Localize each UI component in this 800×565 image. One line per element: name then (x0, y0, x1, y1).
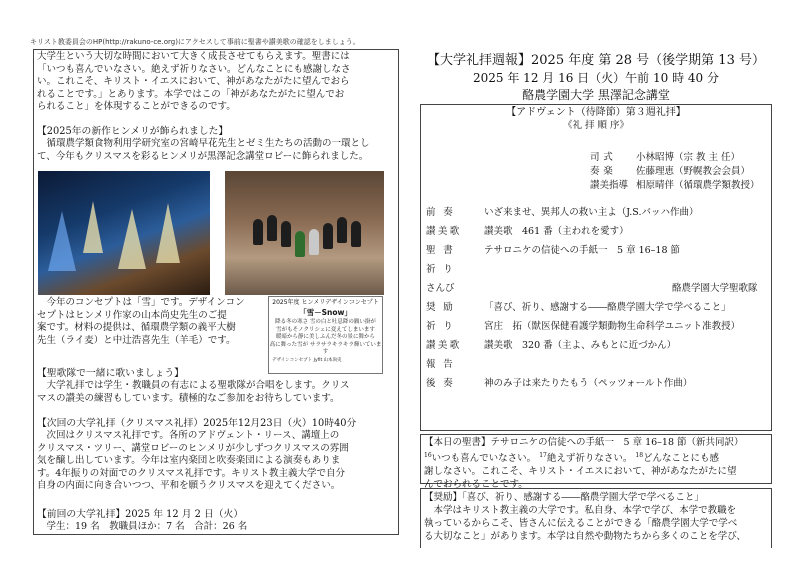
staff-role: 司式 (590, 152, 617, 163)
concept-line: 先生（ライ麦）と中辻浩喜先生（羊毛）です。 (37, 334, 236, 346)
staff-name: 相原晴伴（循環農学類教授） (636, 180, 760, 191)
himmeli-lobby-photo (38, 171, 210, 295)
previous-service-heading: 【前回の大学礼拝】2025 年 12 月 2 日（火） (37, 509, 244, 520)
order-item (426, 226, 629, 238)
order-item (426, 302, 731, 314)
scripture-line: んでおられることです。 (424, 479, 528, 491)
intro-line: れることです。」とあります。本学ではこの「神があなたがたに望んでお (37, 88, 345, 100)
previous-service-section (37, 508, 395, 534)
next-service-line: す。4年振りの対面でのクリスマス礼拝です。キリスト教主義大学で自分 (37, 467, 345, 479)
staff-row (590, 166, 750, 178)
concept-line: 今年のコンセプトは「雪」です。デザインコン (46, 297, 245, 308)
order-label: 祈 り (426, 264, 456, 275)
choir-section (37, 367, 267, 380)
sermon-line: る大切なこと」があります。本学は自然や動物たちから多くのことを学び、 (424, 531, 746, 542)
order-item (426, 378, 692, 390)
bulletin-venue: 酪農学園大学 黒澤記念講堂 (522, 88, 670, 102)
scripture-section (424, 436, 770, 491)
order-heading: 【アドヴェント（待降節）第３週礼拝】 (506, 107, 686, 118)
order-subheading: 《礼 拝 順 序》 (562, 120, 630, 131)
poster-line: 雪がもそノクリシェに変えてしまいます (276, 326, 375, 333)
order-label: 前 奏 (426, 207, 456, 218)
poster-line: 降る冬の寒さ 雪の白と吐息降の願い掛が (275, 319, 376, 325)
order-item (426, 359, 484, 371)
order-item (426, 264, 484, 276)
bulletin-title: 【大学礼拝週報】2025 年度 第 28 号（後学期第 13 号） (427, 53, 765, 68)
order-item (426, 207, 699, 219)
top-note: キリスト教委員会のHP(http://rakuno-ce.org)にアクセスして事前に聖書や讃美歌の確認をしましょう。 (30, 38, 360, 46)
verse-text: 絶えず祈りなさい。 (546, 453, 633, 465)
order-item (426, 283, 484, 295)
next-service-line: 自身の内面に向き合いつつ、平和を願うクリスマスを迎えてください。 (37, 480, 341, 491)
intro-line: られること」を体現することができるのです。 (37, 101, 236, 112)
scripture-line (424, 449, 770, 465)
sermon-line: 本学はキリスト教主義の大学です。私自身、本学で学び、本学で教職を (433, 505, 737, 516)
next-service-line: クリスマス・ツリー、講堂ロビーのヒンメリが少しずつクリスマスの雰囲 (37, 442, 349, 454)
choir-heading: 【聖歌隊で一緒に歌いましょう】 (37, 368, 184, 379)
intro-line: い。これこそ、キリスト・イエスにおいて、神があなたがたに望んでおら (37, 76, 350, 87)
verse-number: 16 (424, 452, 432, 459)
intro-line: 「いつも喜んでいなさい。絶えず祈りなさい。どんなことにも感謝しなさ (37, 63, 351, 75)
order-value: いざ来ませ、異邦人の救い主よ（J.S.バッハ作曲） (484, 207, 699, 218)
order-value: 宮庄 拓（獣医保健看護学類動物生命科学ユニット准教授） (484, 321, 741, 332)
order-label: 奨 励 (426, 302, 456, 313)
next-service-line: 気を醸し出しています。今年は室内楽団と吹奏楽団による演奏もありま (37, 455, 341, 466)
verse-text: いつも喜んでいなさい。 (431, 453, 537, 465)
concept-line: セプトはヒンメリ作家の山本尚史先生のご提 (37, 309, 227, 321)
staff-name: 佐藤理恵（野幌教会会員） (636, 166, 751, 177)
poster-footer: デザインコンセプト Jyfit 山本尚史 (272, 357, 342, 363)
intro-line: 大学生という大切な時間において大きく成長させてもらえます。聖書には (37, 51, 350, 62)
verse-text: どんなことにも感 (643, 453, 720, 465)
sermon-heading: 【奨励】「喜び、祈り、感謝する――酪農学園大学で学べること」 (424, 492, 704, 503)
verse-number: 18 (635, 452, 644, 459)
choir-line: 大学礼拝では学生・教職員の有志による聖歌隊が合唱をします。クリス (46, 380, 350, 391)
staff-name: 小林昭博（宗 教 主 任） (636, 152, 741, 163)
staff-role: 奏楽 (590, 166, 617, 177)
order-label: 聖 書 (426, 245, 456, 256)
order-item (426, 245, 680, 257)
next-service-heading: 【次回の大学礼拝（クリスマス礼拝）2025年12月23日（火）10時40分 (37, 418, 357, 429)
order-label: 讃美歌 (426, 226, 462, 237)
verse-number: 17 (539, 452, 547, 459)
order-value: 神のみ子は来たりたもう（ペッツォールト作曲） (484, 378, 693, 389)
himmeli-line: て、今年もクリスマスを彩るヒンメリが黒澤記念講堂ロビーに飾られました。 (37, 150, 369, 162)
order-label: 祈 り (426, 321, 456, 332)
order-value: 「喜び、祈り、感謝する――酪農学園大学で学べること」 (484, 302, 731, 313)
order-label: 後 奏 (426, 378, 456, 389)
order-value: テサロニケの信徒への手紙一 5 章 16–18 節 (484, 245, 681, 256)
previous-service-stats: 学生：19 名 教職員ほか：7 名 合計：26 名 (46, 521, 248, 532)
students-group-photo (225, 171, 384, 295)
concept-section (37, 297, 265, 347)
order-value: 酪農学園大学聖歌隊 (672, 283, 758, 294)
staff-row (590, 152, 740, 164)
himmeli-line: 循環農学類食物利用学研究室の宮崎早花先生とゼミ生たちの活動の一環とし (46, 138, 370, 149)
order-value: 讃美歌 320 番（主よ、みもとに近づかん） (484, 340, 677, 351)
order-label: 讃美歌 (426, 340, 462, 351)
staff-row (590, 180, 760, 192)
sermon-line: 執っているからこそ、皆さんに伝えることができる「酪農学園大学で学べ (424, 518, 738, 529)
poster-line: 暖暗から静に美しふんだ冬の景に舞から (275, 334, 375, 340)
order-item (426, 321, 740, 333)
himmeli-heading: 【2025年の新作ヒンメリが飾られました】 (37, 126, 229, 137)
poster-name: 「雪－Snow」 (299, 308, 352, 317)
order-label: 報 告 (426, 359, 456, 370)
concept-poster (268, 296, 383, 374)
himmeli-section (37, 125, 395, 163)
staff-role: 讃美指導 (590, 180, 629, 191)
scripture-line: 謝しなさい。これこそ、キリスト・イエスにおいて、神があなたがたに望 (424, 466, 737, 478)
scripture-heading: 【本日の聖書】テサロニケの信徒への手紙一 5 章 16–18 節（新共同訳） (424, 437, 744, 448)
bulletin-date: 2025 年 12 月 16 日（火）午前 10 時 40 分 (473, 71, 719, 85)
concept-line: 案です。材料の提供は、循環農学類の義平大樹 (37, 322, 236, 333)
order-item (426, 340, 676, 352)
next-service-section (37, 417, 395, 493)
sermon-section (424, 491, 770, 543)
choir-body (37, 380, 395, 405)
next-service-line: 次回はクリスマス礼拝です。各所のアドヴェント・リース、講壇上の (46, 430, 340, 441)
order-value: 讃美歌 461 番（主われを愛す） (484, 226, 629, 237)
intro-section (37, 51, 395, 114)
poster-line: 高に舞った雪が サラサラキラキラ輝いています (269, 341, 382, 355)
order-label: さんび (426, 283, 455, 294)
poster-title: 2025年度 ヒンメリデザインコンセプト (272, 299, 379, 306)
choir-line: マスの讃美の練習もしています。積極的なご参加をお待ちしています。 (37, 392, 340, 404)
